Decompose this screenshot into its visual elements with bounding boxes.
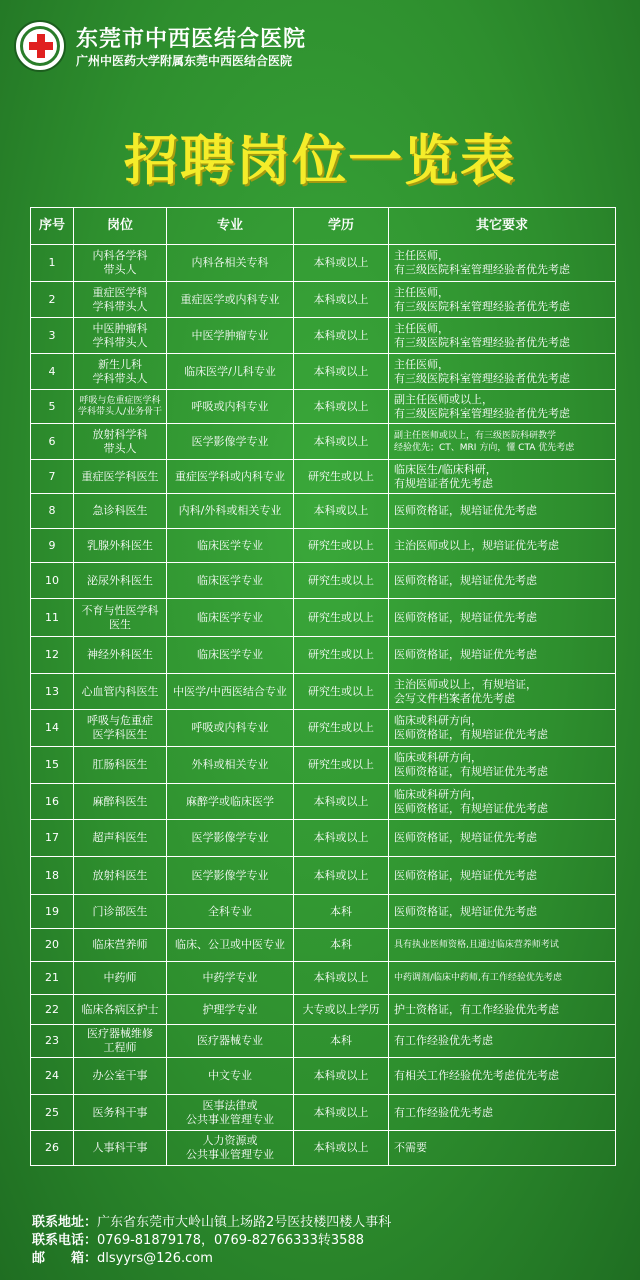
cell-education: 本科或以上: [294, 390, 389, 424]
cell-education: 本科或以上: [294, 962, 389, 995]
cell-major: 重症医学或内科专业: [167, 282, 294, 318]
cell-no: 16: [31, 784, 74, 820]
cell-no: 11: [31, 599, 74, 637]
cell-requirements: 主任医师， 有三级医院科室管理经验者优先考虑: [389, 354, 616, 390]
cell-education: 本科或以上: [294, 1095, 389, 1131]
cell-no: 8: [31, 494, 74, 529]
recruitment-table: [30, 207, 616, 1166]
cell-major: 医学影像学专业: [167, 424, 294, 460]
cell-post: 不育与性医学科 医生: [74, 599, 167, 637]
col-header-post: 岗位: [74, 208, 167, 245]
cell-post: 门诊部医生: [74, 895, 167, 929]
table-row: [31, 1025, 616, 1058]
table-row: [31, 820, 616, 857]
cell-major: 中医学/中西医结合专业: [167, 674, 294, 710]
cell-requirements: 具有执业医师资格,且通过临床营养师考试: [389, 929, 616, 962]
table-row: [31, 747, 616, 784]
col-header-no: 序号: [31, 208, 74, 245]
cell-major: 医学影像学专业: [167, 820, 294, 857]
table-row: [31, 494, 616, 529]
cell-requirements: 护士资格证，有工作经验优先考虑: [389, 995, 616, 1025]
cell-post: 放射科医生: [74, 857, 167, 895]
cell-major: 内科各相关专科: [167, 245, 294, 282]
cell-post: 重症医学科医生: [74, 460, 167, 494]
cell-education: 本科或以上: [294, 354, 389, 390]
cell-requirements: 临床或科研方向， 医师资格证，有规培证优先考虑: [389, 710, 616, 747]
cell-requirements: 医师资格证，规培证优先考虑: [389, 857, 616, 895]
cell-no: 19: [31, 895, 74, 929]
cell-education: 本科: [294, 929, 389, 962]
cell-education: 研究生或以上: [294, 747, 389, 784]
cell-education: 本科或以上: [294, 282, 389, 318]
cell-education: 研究生或以上: [294, 674, 389, 710]
table-row: [31, 710, 616, 747]
cell-no: 26: [31, 1131, 74, 1166]
cell-requirements: 副主任医师或以上， 有三级医院科室管理经验者优先考虑: [389, 390, 616, 424]
phone-label: 联系电话：: [32, 1233, 98, 1248]
cell-education: 研究生或以上: [294, 460, 389, 494]
cell-post: 神经外科医生: [74, 637, 167, 674]
cell-education: 研究生或以上: [294, 529, 389, 563]
cell-post: 急诊科医生: [74, 494, 167, 529]
table-row: [31, 857, 616, 895]
cell-major: 临床、公卫或中医专业: [167, 929, 294, 962]
cell-post: 呼吸与危重症 医学科医生: [74, 710, 167, 747]
hospital-logo: [14, 20, 66, 72]
cell-post: 医务科干事: [74, 1095, 167, 1131]
hospital-subtitle: 广州中医药大学附属东莞中西医结合医院: [76, 54, 293, 68]
table-row: [31, 929, 616, 962]
table-row: [31, 962, 616, 995]
cell-no: 13: [31, 674, 74, 710]
table-row: [31, 529, 616, 563]
table-row: [31, 1131, 616, 1166]
cell-post: 内科各学科 带头人: [74, 245, 167, 282]
cell-no: 23: [31, 1025, 74, 1058]
cell-education: 本科或以上: [294, 494, 389, 529]
cell-no: 3: [31, 318, 74, 354]
hospital-name: 东莞市中西医结合医院: [76, 27, 307, 52]
cell-requirements: 临床或科研方向， 医师资格证，有规培证优先考虑: [389, 784, 616, 820]
cell-no: 14: [31, 710, 74, 747]
email-label: 邮 箱：: [32, 1251, 98, 1266]
cell-major: 全科专业: [167, 895, 294, 929]
cell-post: 人事科干事: [74, 1131, 167, 1166]
table-header-row: [31, 208, 616, 245]
cell-requirements: 医师资格证，规培证优先考虑: [389, 494, 616, 529]
cell-requirements: 主任医师， 有三级医院科室管理经验者优先考虑: [389, 282, 616, 318]
cell-no: 10: [31, 563, 74, 599]
header: [14, 14, 626, 74]
contact-address-row: [32, 1214, 391, 1232]
table-row: [31, 995, 616, 1025]
cell-major: 人力资源或 公共事业管理专业: [167, 1131, 294, 1166]
cell-major: 麻醉学或临床医学: [167, 784, 294, 820]
table-row: [31, 637, 616, 674]
table-row: [31, 563, 616, 599]
cell-post: 临床各病区护士: [74, 995, 167, 1025]
cell-major: 医学影像学专业: [167, 857, 294, 895]
cell-education: 本科或以上: [294, 1131, 389, 1166]
cell-requirements: 医师资格证，规培证优先考虑: [389, 820, 616, 857]
cell-education: 本科或以上: [294, 820, 389, 857]
cell-post: 放射科学科 带头人: [74, 424, 167, 460]
cell-major: 呼吸或内科专业: [167, 710, 294, 747]
cell-post: 新生儿科 学科带头人: [74, 354, 167, 390]
cell-major: 中文专业: [167, 1058, 294, 1095]
cell-education: 研究生或以上: [294, 710, 389, 747]
cell-no: 20: [31, 929, 74, 962]
cell-education: 研究生或以上: [294, 563, 389, 599]
cell-requirements: 有相关工作经验优先考虑优先考虑: [389, 1058, 616, 1095]
address-label: 联系地址：: [32, 1215, 98, 1230]
cell-requirements: 中药调剂/临床中药师,有工作经验优先考虑: [389, 962, 616, 995]
cell-post: 泌尿外科医生: [74, 563, 167, 599]
cell-education: 研究生或以上: [294, 599, 389, 637]
phone-value: 0769-81879178，0769-82766333转3588: [97, 1233, 364, 1248]
cell-requirements: 主任医师， 有三级医院科室管理经验者优先考虑: [389, 318, 616, 354]
cell-major: 中药学专业: [167, 962, 294, 995]
cell-no: 25: [31, 1095, 74, 1131]
cell-major: 医疗器械专业: [167, 1025, 294, 1058]
col-header-education: 学历: [294, 208, 389, 245]
cell-post: 麻醉科医生: [74, 784, 167, 820]
table-row: [31, 895, 616, 929]
cell-requirements: 医师资格证，规培证优先考虑: [389, 563, 616, 599]
cell-education: 本科或以上: [294, 784, 389, 820]
address-value: 广东省东莞市大岭山镇上场路2号医技楼四楼人事科: [97, 1215, 392, 1230]
cell-education: 本科或以上: [294, 1058, 389, 1095]
cell-no: 9: [31, 529, 74, 563]
cell-post: 乳腺外科医生: [74, 529, 167, 563]
cell-no: 4: [31, 354, 74, 390]
cell-post: 中医肿瘤科 学科带头人: [74, 318, 167, 354]
cell-requirements: 医师资格证，规培证优先考虑: [389, 637, 616, 674]
cell-post: 心血管内科医生: [74, 674, 167, 710]
table-row: [31, 245, 616, 282]
cell-post: 临床营养师: [74, 929, 167, 962]
cell-requirements: 主治医师或以上，有规培证， 会写文件档案者优先考虑: [389, 674, 616, 710]
cell-post: 办公室干事: [74, 1058, 167, 1095]
cell-requirements: 不需要: [389, 1131, 616, 1166]
cell-major: 护理学专业: [167, 995, 294, 1025]
cell-post: 超声科医生: [74, 820, 167, 857]
cell-education: 本科或以上: [294, 424, 389, 460]
cell-education: 本科或以上: [294, 318, 389, 354]
table-row: [31, 1058, 616, 1095]
cell-post: 呼吸与危重症医学科 学科带头人/业务骨干: [74, 390, 167, 424]
cell-post: 重症医学科 学科带头人: [74, 282, 167, 318]
cell-post: 医疗器械维修 工程师: [74, 1025, 167, 1058]
table-row: [31, 318, 616, 354]
cell-requirements: 副主任医师或以上，有三级医院科研教学 经验优先；CT、MRI 方向，懂 CTA 优先考虑: [389, 424, 616, 460]
cell-major: 临床医学/儿科专业: [167, 354, 294, 390]
table-row: [31, 599, 616, 637]
table-row: [31, 460, 616, 494]
cell-no: 22: [31, 995, 74, 1025]
cell-major: 临床医学专业: [167, 637, 294, 674]
cell-no: 15: [31, 747, 74, 784]
table-row: [31, 424, 616, 460]
cell-no: 24: [31, 1058, 74, 1095]
cell-education: 本科或以上: [294, 857, 389, 895]
cell-requirements: 有工作经验优先考虑: [389, 1095, 616, 1131]
cell-post: 中药师: [74, 962, 167, 995]
cell-post: 肛肠科医生: [74, 747, 167, 784]
cell-education: 本科: [294, 895, 389, 929]
cell-education: 本科: [294, 1025, 389, 1058]
contact-info: [32, 1214, 391, 1268]
cell-no: 17: [31, 820, 74, 857]
cell-no: 1: [31, 245, 74, 282]
table-row: [31, 674, 616, 710]
cell-no: 21: [31, 962, 74, 995]
cell-requirements: 主任医师， 有三级医院科室管理经验者优先考虑: [389, 245, 616, 282]
cell-major: 内科/外科或相关专业: [167, 494, 294, 529]
table-row: [31, 784, 616, 820]
table-row: [31, 282, 616, 318]
cell-requirements: 医师资格证，规培证优先考虑: [389, 599, 616, 637]
contact-email-row: [32, 1250, 391, 1268]
cell-requirements: 医师资格证，规培证优先考虑: [389, 895, 616, 929]
col-header-requirements: 其它要求: [389, 208, 616, 245]
cell-major: 呼吸或内科专业: [167, 390, 294, 424]
contact-phone-row: [32, 1232, 391, 1250]
cell-no: 18: [31, 857, 74, 895]
cell-major: 临床医学专业: [167, 599, 294, 637]
page-title: 招聘岗位一览表: [124, 128, 516, 192]
cell-no: 12: [31, 637, 74, 674]
cell-education: 研究生或以上: [294, 637, 389, 674]
cell-major: 医事法律或 公共事业管理专业: [167, 1095, 294, 1131]
cell-education: 大专或以上学历: [294, 995, 389, 1025]
cell-no: 6: [31, 424, 74, 460]
cell-major: 临床医学专业: [167, 529, 294, 563]
cell-major: 重症医学科或内科专业: [167, 460, 294, 494]
cell-requirements: 主治医师或以上，规培证优先考虑: [389, 529, 616, 563]
table-row: [31, 354, 616, 390]
cell-no: 2: [31, 282, 74, 318]
col-header-major: 专业: [167, 208, 294, 245]
email-value: dlsyyrs@126.com: [97, 1251, 213, 1266]
cell-requirements: 有工作经验优先考虑: [389, 1025, 616, 1058]
cell-major: 临床医学专业: [167, 563, 294, 599]
cell-major: 中医学肿瘤专业: [167, 318, 294, 354]
cell-education: 本科或以上: [294, 245, 389, 282]
cell-requirements: 临床医生/临床科研， 有规培证者优先考虑: [389, 460, 616, 494]
cell-major: 外科或相关专业: [167, 747, 294, 784]
table-row: [31, 390, 616, 424]
table-row: [31, 1095, 616, 1131]
cell-no: 5: [31, 390, 74, 424]
cell-no: 7: [31, 460, 74, 494]
cell-requirements: 临床或科研方向， 医师资格证，有规培证优先考虑: [389, 747, 616, 784]
